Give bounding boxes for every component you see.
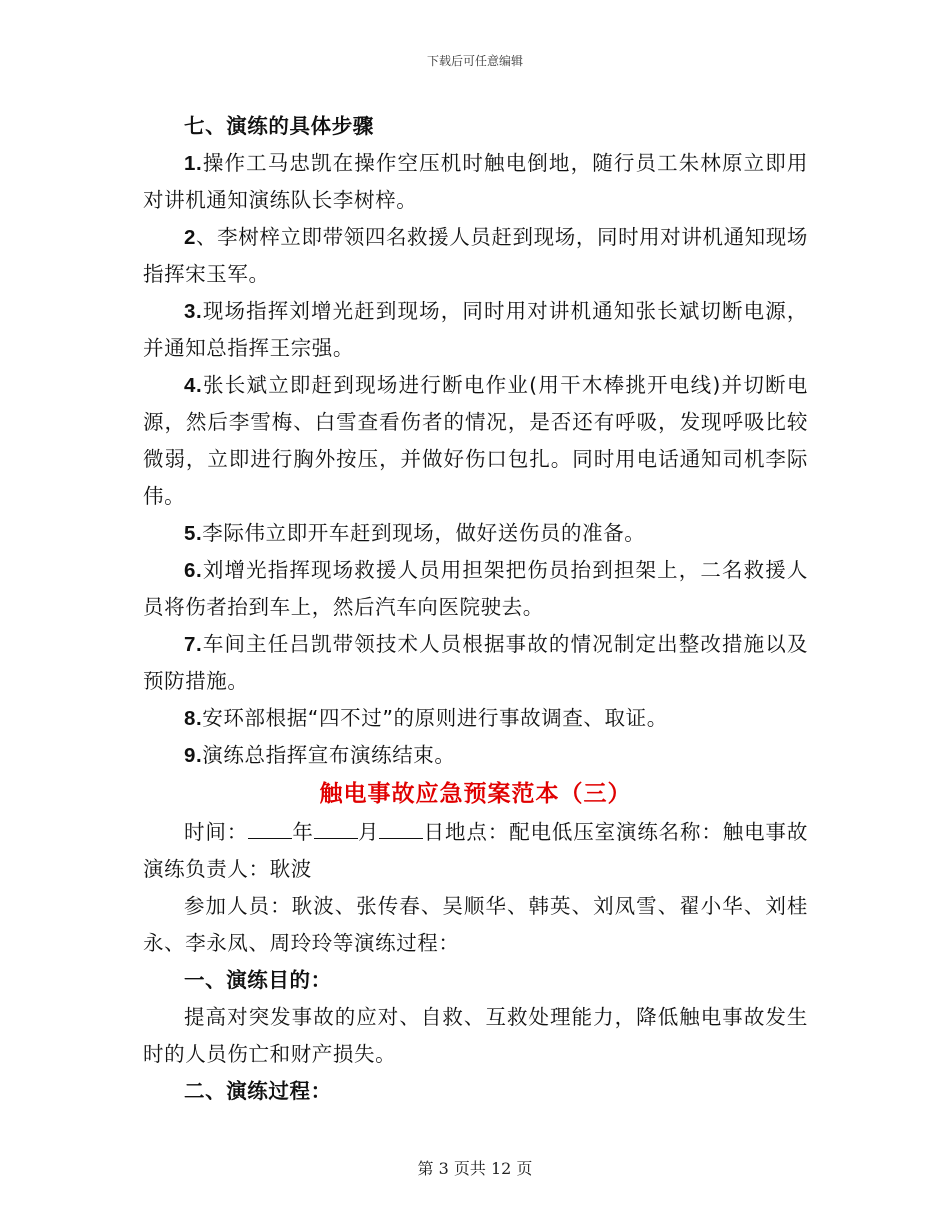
drill-info-rest: 日地点：配电低压室演练名称：触电事故演练负责人：耿波	[143, 820, 808, 881]
step-number: 2	[184, 226, 197, 249]
participants: 参加人员：耿波、张传春、吴顺华、韩英、刘凤雪、翟小华、刘桂永、李永凤、周玲玲等演练过程：	[143, 894, 808, 955]
step-text: 车间主任吕凯带领技术人员根据事故的情况制定出整改措施以及预防措施。	[143, 632, 808, 693]
step-number: 3.	[184, 300, 203, 323]
step-number: 9.	[184, 744, 203, 767]
step-item	[143, 515, 808, 552]
drill-info	[143, 814, 808, 888]
page-header: 下载后可任意编辑	[426, 54, 523, 68]
step-item	[143, 145, 808, 219]
page-footer: 第 3 页共 12 页	[417, 1159, 533, 1178]
section-heading-process: 二、演练过程：	[184, 1079, 332, 1103]
step-text: 现场指挥刘增光赶到现场，同时用对讲机通知张长斌切断电源，并通知总指挥王宗强。	[143, 299, 808, 360]
step-text: 演练总指挥宣布演练结束。	[202, 743, 456, 767]
step-item	[143, 367, 808, 515]
step-number: 6.	[184, 559, 203, 582]
step-number: 4.	[184, 374, 203, 397]
day-blank	[379, 820, 423, 839]
step-item	[143, 552, 808, 626]
year-label: 年	[292, 820, 314, 844]
year-blank	[248, 820, 292, 839]
step-text: 安环部根据“四不过”的原则进行事故调查、取证。	[202, 706, 668, 730]
step-item	[143, 219, 808, 293]
step-text: 操作工马忠凯在操作空压机时触电倒地，随行员工朱林原立即用对讲机通知演练队长李树梓。	[143, 151, 808, 212]
step-item	[143, 626, 808, 700]
step-text: 、李树梓立即带领四名救援人员赶到现场，同时用对讲机通知现场指挥宋玉军。	[143, 225, 808, 286]
step-number: 1.	[184, 152, 203, 175]
section-heading-purpose: 一、演练目的：	[184, 968, 332, 992]
document-body	[143, 108, 808, 1110]
step-item	[143, 700, 808, 737]
step-number: 8.	[184, 707, 203, 730]
step-text: 张长斌立即赶到现场进行断电作业(用干木棒挑开电线)并切断电源，然后李雪梅、白雪查看伤者的情况，是否还有呼吸，发现呼吸比较微弱，立即进行胸外按压，并做好伤口包扎。同时用电话通知司机李际伟。	[143, 373, 808, 508]
step-number: 7.	[184, 633, 203, 656]
document-title: 触电事故应急预案范本（三）	[319, 781, 632, 807]
month-blank	[314, 820, 358, 839]
purpose-text: 提高对突发事故的应对、自救、互救处理能力，降低触电事故发生时的人员伤亡和财产损失。	[143, 1005, 808, 1066]
section-heading-steps: 七、演练的具体步骤	[184, 114, 374, 138]
time-label: 时间：	[184, 820, 249, 844]
step-number: 5.	[184, 522, 203, 545]
step-item	[143, 737, 808, 774]
month-label: 月	[357, 820, 380, 844]
step-text: 李际伟立即开车赶到现场，做好送伤员的准备。	[202, 521, 646, 545]
step-item	[143, 293, 808, 367]
step-text: 刘增光指挥现场救援人员用担架把伤员抬到担架上，二名救援人员将伤者抬到车上，然后汽车向医院驶去。	[143, 558, 808, 619]
